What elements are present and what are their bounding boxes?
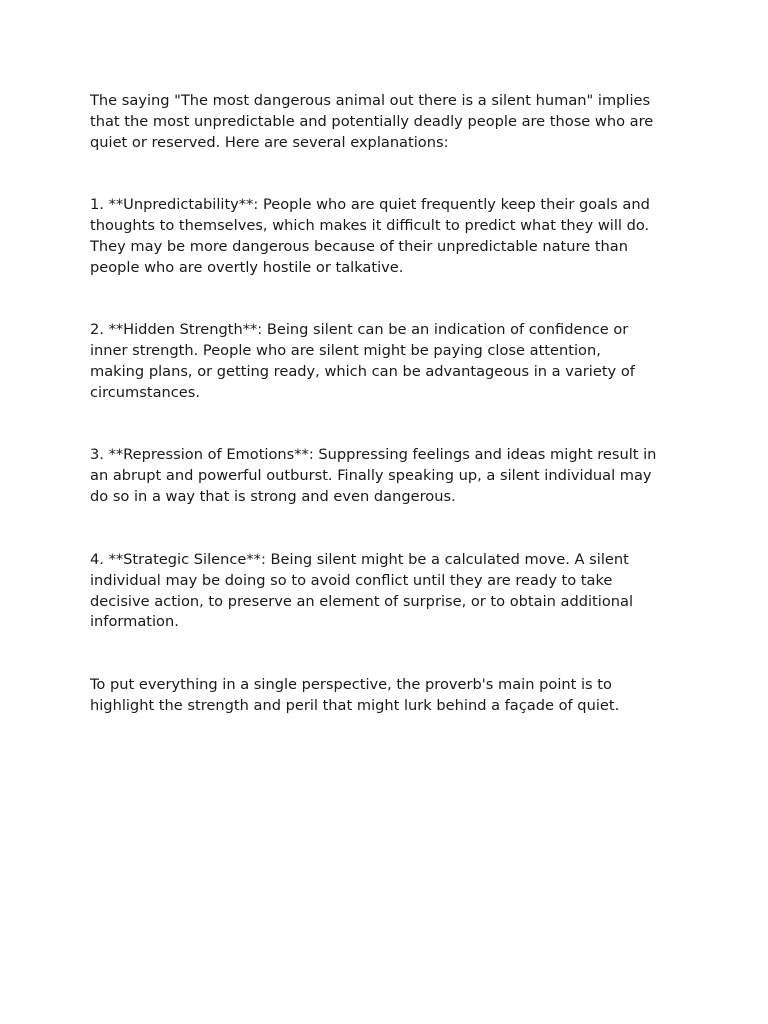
text-line: that the most unpredictable and potentially deadly people are those who are [90, 112, 654, 130]
text-line: circumstances. [90, 384, 201, 402]
text-line: do so in a way that is strong and even dangerous. [90, 488, 456, 506]
text-line: thoughts to themselves, which makes it difficult to predict what they will do. [90, 217, 650, 235]
text-line: To put everything in a single perspective, the proverb's main point is to [90, 675, 612, 693]
text-line: 3. **Repression of Emotions**: Suppressing feelings and ideas might result in [90, 446, 657, 464]
text-line: 2. **Hidden Strength**: Being silent can be an indication of confidence or [90, 321, 629, 339]
text-line: decisive action, to preserve an element of surprise, or to obtain additional [90, 592, 633, 610]
point-unpredictability-paragraph [90, 195, 690, 279]
paragraph-gap [90, 633, 690, 675]
conclusion-paragraph [90, 675, 690, 717]
text-line: They may be more dangerous because of their unpredictable nature than [90, 238, 628, 256]
paragraph-gap [90, 508, 690, 550]
text-line: 1. **Unpredictability**: People who are quiet frequently keep their goals and [90, 196, 650, 214]
text-line: information. [90, 613, 179, 631]
text-line: making plans, or getting ready, which can be advantageous in a variety of [90, 363, 635, 381]
paragraph-gap [90, 279, 690, 321]
paragraph-gap [90, 154, 690, 196]
intro-paragraph [90, 91, 690, 154]
document-page [90, 91, 690, 717]
text-line: inner strength. People who are silent might be paying close attention, [90, 342, 601, 360]
text-line: quiet or reserved. Here are several explanations: [90, 133, 449, 151]
paragraph-gap [90, 404, 690, 446]
text-line: an abrupt and powerful outburst. Finally speaking up, a silent individual may [90, 467, 652, 485]
text-line: individual may be doing so to avoid conflict until they are ready to take [90, 571, 613, 589]
text-line: people who are overtly hostile or talkative. [90, 258, 404, 276]
text-line: The saying "The most dangerous animal out there is a silent human" implies [90, 92, 651, 109]
text-line: 4. **Strategic Silence**: Being silent might be a calculated move. A silent [90, 550, 629, 568]
point-hidden-strength-paragraph [90, 320, 690, 404]
text-line: highlight the strength and peril that might lurk behind a façade of quiet. [90, 696, 620, 714]
point-strategic-silence-paragraph [90, 550, 690, 634]
point-repression-paragraph [90, 445, 690, 508]
